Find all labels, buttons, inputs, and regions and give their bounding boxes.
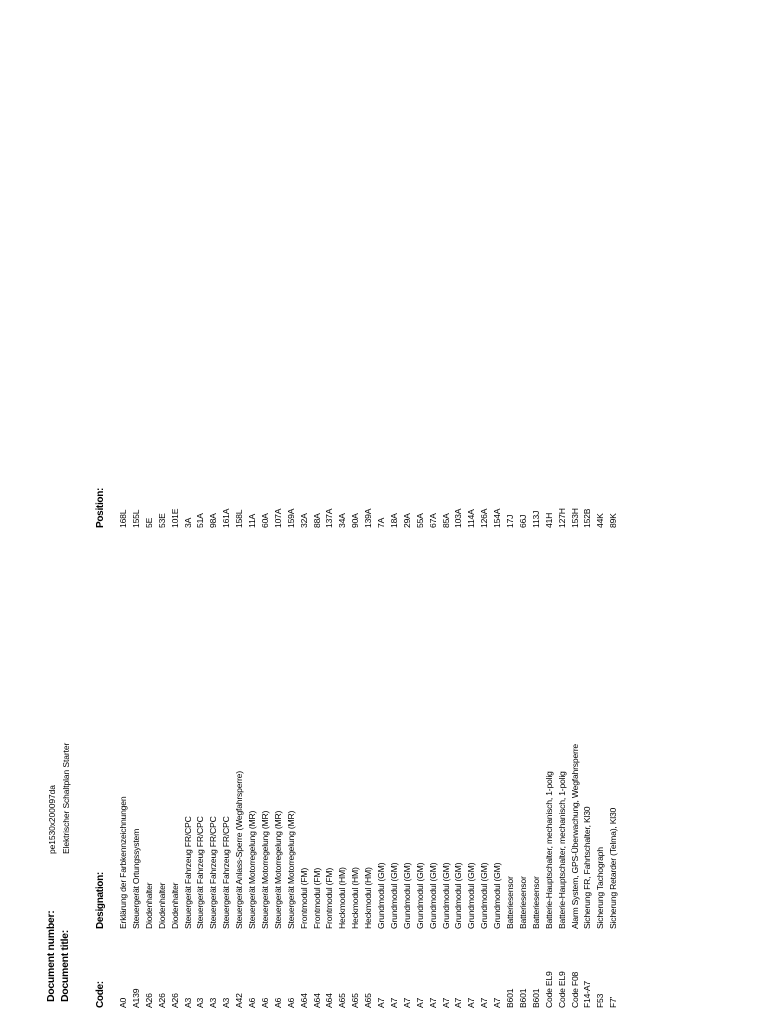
position-cell: 67A — [427, 513, 438, 528]
position-cell: 101E — [169, 508, 180, 528]
code-cell: B601 — [517, 988, 528, 1008]
code-cell: A0 — [118, 997, 128, 1008]
designation-cell: Grundmodul (GM) — [479, 862, 490, 929]
designation-cell: Diodenhalter — [143, 882, 154, 929]
code-cell: A7 — [376, 997, 386, 1008]
position-cell: 44K — [595, 513, 606, 528]
position-cell: 161A — [221, 508, 232, 528]
position-cell: 114A — [466, 509, 477, 528]
designation-cell: Frontmodul (FM) — [324, 868, 335, 929]
code-cell: A64 — [311, 993, 322, 1008]
designation-cell: Grundmodul (GM) — [466, 862, 477, 929]
code-cell: A7 — [453, 997, 464, 1008]
code-cell: A139 — [130, 988, 141, 1008]
document-number-value: pe1530x200097da — [47, 785, 57, 854]
position-cell: 89K — [608, 513, 619, 528]
position-cell: 3A — [182, 517, 193, 528]
designation-cell: Sicherung Retarder (Telma), Kl30 — [608, 807, 619, 929]
designation-cell: Grundmodul (GM) — [414, 862, 425, 929]
position-cell: 5E — [143, 517, 154, 528]
position-cell: 32A — [298, 513, 309, 528]
designation-cell: Heckmodul (HM) — [363, 867, 374, 929]
position-cell: 155L — [130, 509, 141, 528]
designation-cell: Batteriesensor — [530, 876, 541, 929]
code-cell: A7 — [427, 997, 438, 1008]
designation-cell: Steuergerät Fahrzeug FR/CPC — [195, 816, 206, 929]
position-cell: 127H — [556, 508, 567, 528]
position-cell: 60A — [259, 513, 270, 528]
code-cell: A7 — [401, 997, 412, 1008]
position-cell: 153H — [569, 508, 580, 528]
code-cell: A65 — [363, 993, 374, 1008]
position-cell: 17J — [505, 514, 515, 528]
code-cell: A7 — [440, 997, 451, 1008]
code-cell: A6 — [272, 997, 283, 1008]
document-title-label: Document title: — [59, 930, 71, 1002]
designation-cell: Grundmodul (GM) — [376, 862, 386, 929]
position-cell: 159A — [285, 508, 296, 528]
position-cell: 55A — [414, 513, 425, 528]
code-cell: F7' — [608, 996, 619, 1008]
position-cell: 168L — [118, 509, 128, 528]
designation-cell: Steuergerät Motorregelung (MR) — [285, 810, 296, 929]
code-cell: A7 — [466, 997, 477, 1008]
designation-column-header: Designation: — [95, 872, 106, 929]
position-cell: 88A — [311, 513, 322, 528]
code-cell: A65 — [350, 993, 361, 1008]
designation-cell: Steuergerät Fahrzeug FR/CPC — [208, 816, 219, 929]
position-cell: 137A — [324, 508, 335, 528]
designation-cell: Heckmodul (HM) — [337, 867, 348, 929]
designation-cell: Steuergerät Motorregelung (MR) — [272, 810, 283, 929]
designation-cell: Diodenhalter — [169, 882, 180, 929]
position-cell: 34A — [337, 513, 348, 528]
designation-cell: Diodenhalter — [156, 882, 167, 929]
code-cell: A6 — [285, 997, 296, 1008]
designation-cell: Steuergerät Motorregelung (MR) — [259, 810, 270, 929]
code-cell: A6 — [247, 997, 257, 1008]
code-cell: A7 — [479, 997, 490, 1008]
position-cell: 107A — [272, 508, 283, 528]
position-cell: 18A — [388, 513, 399, 528]
position-cell: 158L — [234, 509, 245, 528]
code-cell: A7 — [388, 997, 399, 1008]
code-cell: A3 — [195, 997, 206, 1008]
designation-cell: Steuergerät Ortungssystem — [130, 828, 141, 929]
position-cell: 66J — [517, 514, 528, 528]
designation-cell: Frontmodul (FM) — [311, 868, 322, 929]
code-cell: F53 — [595, 993, 606, 1008]
designation-cell: Grundmodul (GM) — [388, 862, 399, 929]
code-cell: A7 — [492, 997, 503, 1008]
position-cell: 154A — [492, 508, 503, 528]
position-cell: 103A — [453, 508, 464, 528]
designation-cell: Grundmodul (GM) — [440, 862, 451, 929]
position-cell: 139A — [363, 508, 374, 528]
document-number-label: Document number: — [45, 910, 57, 1002]
code-cell: A42 — [234, 993, 245, 1008]
designation-cell: Grundmodul (GM) — [453, 862, 464, 929]
designation-cell: Sicherung FR, Fahrtschalter, Kl30 — [582, 806, 593, 929]
designation-cell: Steuergerät Fahrzeug FR/CPC — [221, 816, 232, 929]
position-cell: 41H — [543, 512, 554, 528]
designation-cell: Erklärung der Farbkennzeichnungen — [118, 796, 128, 929]
position-cell: 51A — [195, 513, 206, 528]
designation-cell: Alarm System, GPS-Überwachung, Wegfahrsperre — [569, 744, 580, 929]
code-cell: A3 — [182, 997, 193, 1008]
code-cell: A64 — [324, 993, 335, 1008]
code-cell: Code F08 — [569, 971, 580, 1008]
position-column-header: Position: — [95, 487, 106, 528]
code-cell: Code EL9 — [556, 971, 567, 1008]
designation-cell: Steuergerät Anlass-Sperre (Wegfahrsperre) — [234, 771, 245, 929]
designation-cell: Batterie-Hauptschalter, mechanisch, 1-polig — [543, 771, 554, 929]
code-cell: A7 — [414, 997, 425, 1008]
position-cell: 7A — [376, 517, 386, 528]
position-cell: 126A — [479, 508, 490, 528]
position-cell: 29A — [401, 513, 412, 528]
code-cell: A26 — [156, 993, 167, 1008]
code-cell: A26 — [169, 993, 180, 1008]
position-cell: 85A — [440, 513, 451, 528]
code-cell: B601 — [530, 988, 541, 1008]
position-cell: 11A — [247, 513, 257, 528]
code-column-header: Code: — [95, 981, 106, 1008]
position-cell: 98A — [208, 513, 219, 528]
designation-cell: Grundmodul (GM) — [401, 862, 412, 929]
designation-cell: Batteriesensor — [517, 876, 528, 929]
code-cell: A64 — [298, 993, 309, 1008]
designation-cell: Heckmodul (HM) — [350, 867, 361, 929]
designation-cell: Frontmodul (FM) — [298, 868, 309, 929]
designation-cell: Batteriesensor — [505, 876, 515, 929]
designation-cell: Steuergerät Motorregelung (MR) — [247, 810, 257, 929]
position-cell: 113J — [530, 510, 541, 528]
code-cell: B601 — [505, 988, 515, 1008]
code-cell: A65 — [337, 993, 348, 1008]
designation-cell: Batterie-Hauptschalter, mechanisch, 1-polig — [556, 771, 567, 929]
document-title-value: Elektrischer Schaltplan Starter — [61, 742, 71, 854]
code-cell: Code EL9 — [543, 971, 554, 1008]
code-cell: A26 — [143, 993, 154, 1008]
designation-cell: Grundmodul (GM) — [492, 862, 503, 929]
position-cell: 90A — [350, 513, 361, 528]
position-cell: 152B — [582, 508, 593, 528]
code-cell: A6 — [259, 997, 270, 1008]
position-cell: 53E — [156, 513, 167, 528]
designation-cell: Sicherung Tachograph — [595, 847, 606, 929]
code-cell: A3 — [221, 997, 232, 1008]
designation-cell: Steuergerät Fahrzeug FR/CPC — [182, 816, 193, 929]
designation-cell: Grundmodul (GM) — [427, 862, 438, 929]
code-cell: F14-A7 — [582, 981, 593, 1008]
code-cell: A3 — [208, 997, 219, 1008]
